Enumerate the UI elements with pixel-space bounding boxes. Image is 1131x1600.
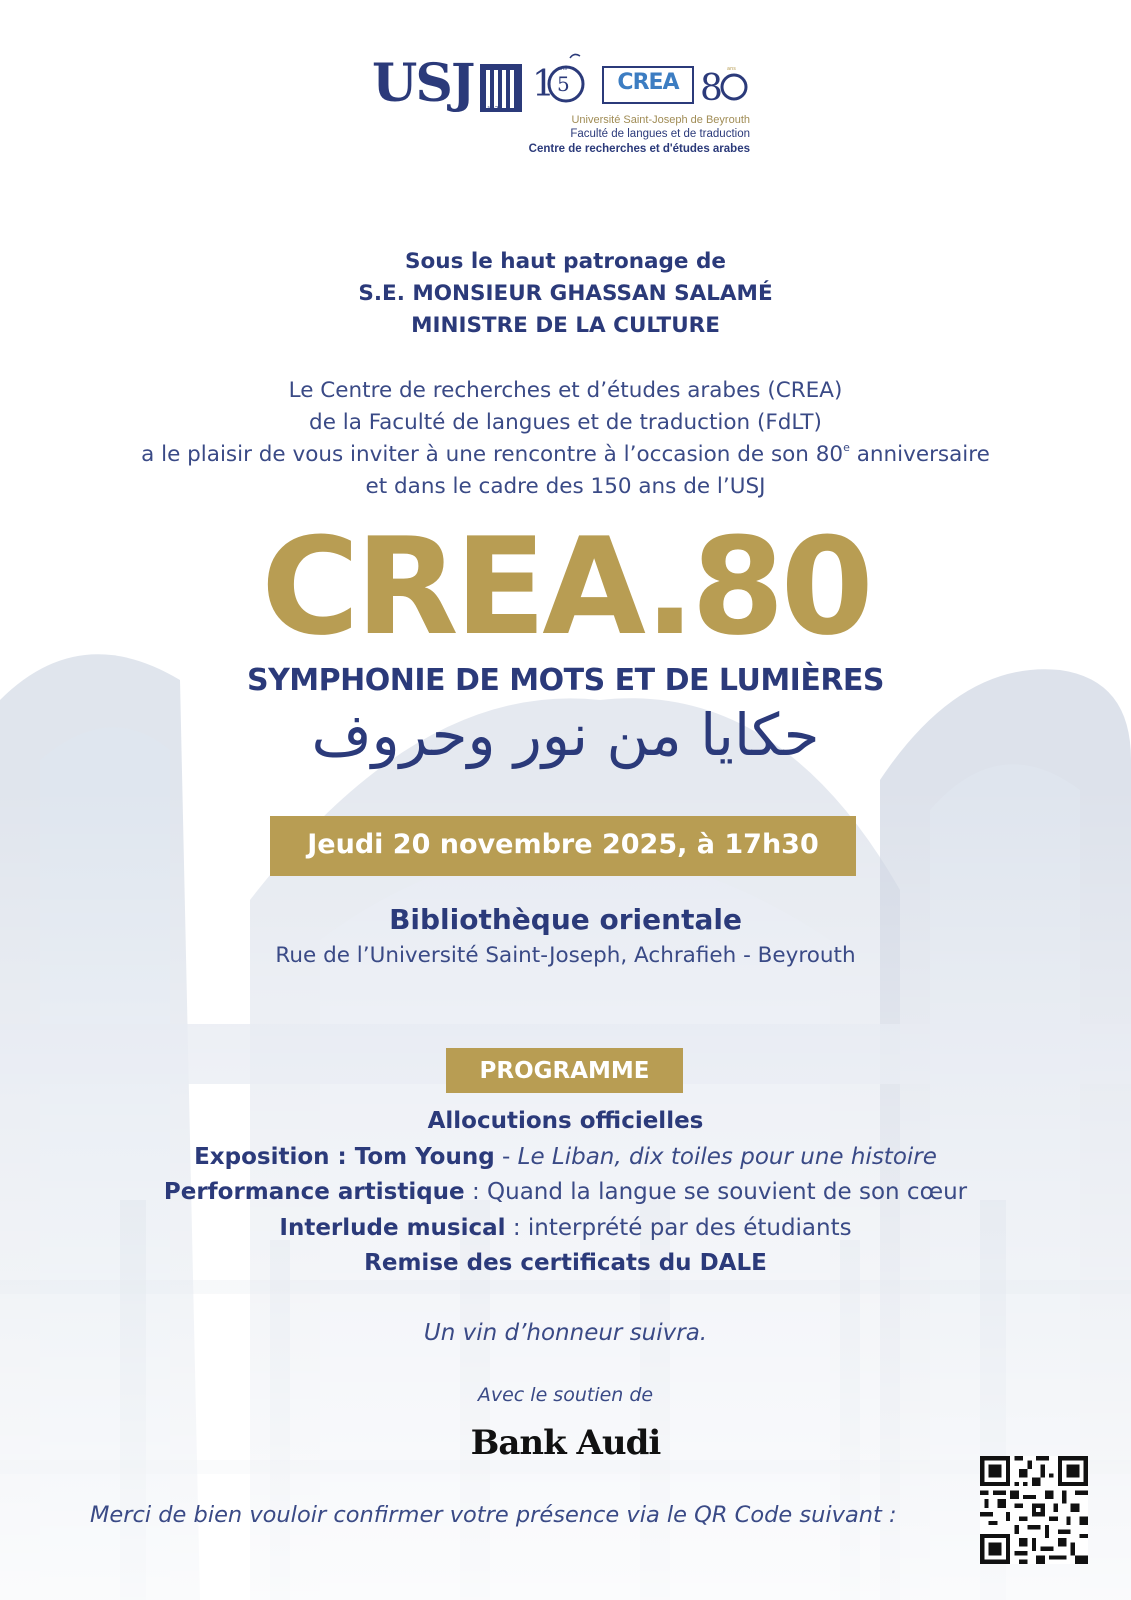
programme-list <box>0 1104 1131 1282</box>
event-title: CREA.80 <box>261 509 870 665</box>
programme-item <box>0 1246 1131 1282</box>
header-logos <box>370 46 760 166</box>
event-subtitle: SYMPHONIE DE MOTS ET DE LUMIÈRES <box>246 663 885 698</box>
patron-name: S.E. MONSIEUR GHASSAN SALAMÉ <box>358 281 773 306</box>
svg-text:ans: ans <box>558 66 567 72</box>
programme-item-detail: : Quand la langue se souvient de son cœur <box>464 1179 968 1205</box>
invitation-line-4: et dans le cadre des 150 ans de l’USJ <box>365 474 766 499</box>
programme-item-title: Performance artistique <box>163 1179 465 1205</box>
event-arabic-title: حكايا من نور وحروف <box>311 701 820 769</box>
invitation-line-2: de la Faculté de langues et de traduction (FdLT) <box>309 410 822 435</box>
programme-item <box>0 1104 1131 1140</box>
reception-note: Un vin d’honneur suivra. <box>423 1320 708 1346</box>
date-banner <box>270 816 856 876</box>
rsvp-text: Merci de bien vouloir confirmer votre présence via le QR Code suivant : <box>90 1502 897 1528</box>
anniversary-150-logo <box>530 52 594 116</box>
programme-heading: PROGRAMME <box>479 1058 650 1084</box>
institution-faculty: Faculté de langues et de traduction <box>570 128 750 140</box>
usj-logo: USJ <box>372 53 474 114</box>
invitation-line-1: Le Centre de recherches et d’études arabes (CREA) <box>288 378 843 403</box>
programme-banner <box>446 1048 683 1093</box>
programme-item <box>0 1211 1131 1247</box>
programme-item-title: Remise des certificats du DALE <box>364 1250 767 1276</box>
programme-item-detail: : interprété par des étudiants <box>505 1214 852 1241</box>
invitation-line-3 <box>0 439 1131 471</box>
programme-item <box>0 1175 1131 1211</box>
anniversary-80-logo <box>700 60 750 110</box>
crea-logo <box>602 66 694 104</box>
svg-text:8: 8 <box>700 68 723 109</box>
support-label: Avec le soutien de <box>477 1384 654 1406</box>
svg-text:ans: ans <box>727 66 736 72</box>
programme-item-separator: - <box>494 1143 518 1170</box>
institution-centre: Centre de recherches et d'études arabes <box>528 143 750 155</box>
patron-title: MINISTRE DE LA CULTURE <box>411 313 720 338</box>
invitation-text <box>0 375 1131 503</box>
sponsor-logo: Bank Audi <box>470 1423 661 1463</box>
ordinal-superscript: e <box>843 441 850 454</box>
programme-item-title: Exposition : Tom Young <box>194 1143 495 1170</box>
invitation-line-3-start: a le plaisir de vous inviter à une rencontre à l’occasion de son 80 <box>141 442 844 467</box>
usj-column-mark-icon <box>480 64 522 112</box>
event-address: Rue de l’Université Saint-Joseph, Achrafieh - Beyrouth <box>275 943 856 968</box>
invitation-line-3-end: anniversaire <box>849 442 990 467</box>
svg-text:5: 5 <box>557 72 570 96</box>
usj-year: 1875 <box>487 106 503 113</box>
event-venue: Bibliothèque orientale <box>389 903 742 936</box>
programme-item-title: Allocutions officielles <box>427 1108 704 1134</box>
crea-logo-text: CREA <box>617 70 679 95</box>
programme-item <box>0 1140 1131 1176</box>
svg-text:1: 1 <box>532 64 555 105</box>
institution-university: Université Saint-Joseph de Beyrouth <box>571 114 750 126</box>
patronage-block <box>0 246 1131 342</box>
programme-item-subtitle: Le Liban, dix toiles pour une histoire <box>517 1143 937 1170</box>
patronage-intro: Sous le haut patronage de <box>405 249 726 274</box>
qr-code-icon[interactable] <box>980 1456 1088 1564</box>
programme-item-title: Interlude musical <box>279 1214 506 1241</box>
event-date: Jeudi 20 novembre 2025, à 17h30 <box>307 829 819 860</box>
